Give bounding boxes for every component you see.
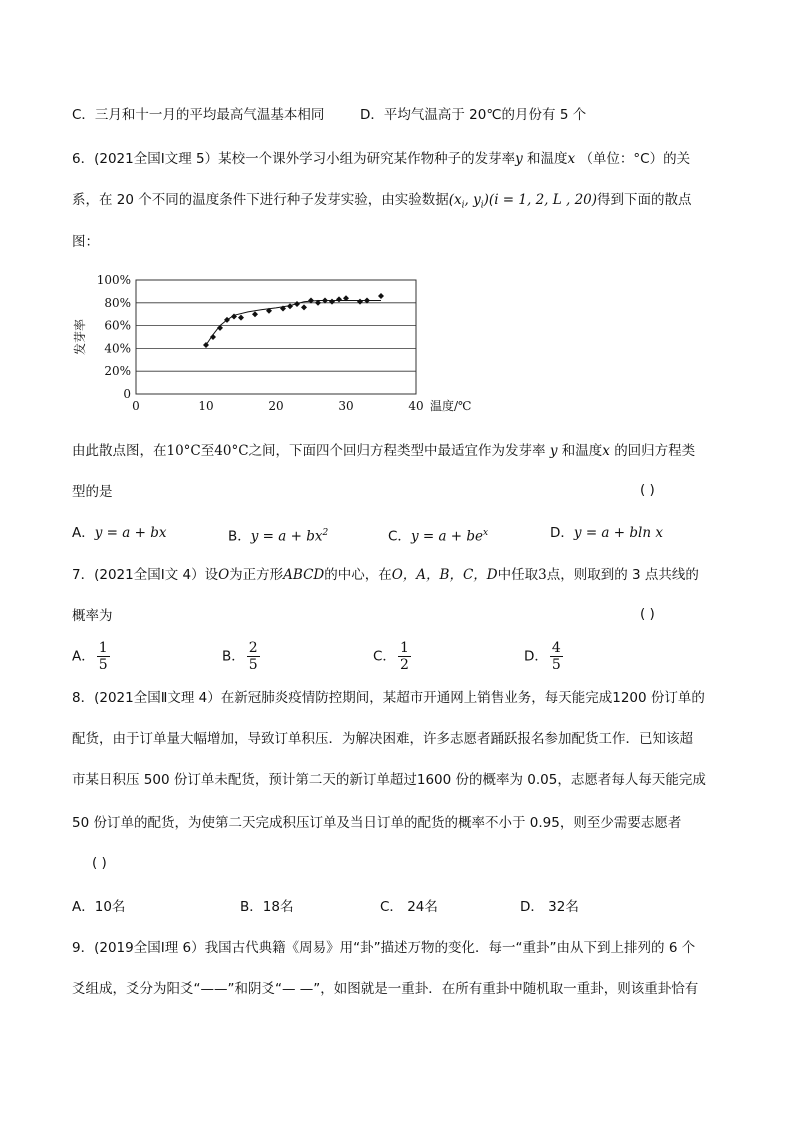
q6-stem-line1 [72, 149, 690, 169]
x-tick-label: 0 [132, 399, 140, 413]
q6-option-d: D．y = a + bln x [550, 525, 663, 541]
x-tick-label: 30 [338, 399, 354, 413]
scatter-point [203, 342, 209, 348]
q6-stem-text: 系，在 20 个不同的温度条件下进行种子发芽实验，由实验数据 [72, 192, 449, 208]
q7-stem-line1: 7．(2021全国Ⅰ文 4）设O为正方形ABCD的中心，在O，A，B，C，D中任取3点，则取到的 3 点共线的 [72, 567, 699, 583]
q6-question-text: 至 [200, 443, 215, 459]
q8-stem-line4: 50 份订单的配货，为使第二天完成积压订单及当日订单的配货的概率不小于 0.95，则至少需要志愿者 [72, 815, 682, 831]
temp-10: 10°C [166, 443, 201, 459]
y-tick-label: 100% [96, 273, 131, 287]
scatter-point [210, 334, 216, 340]
q8-option-b: B．18名 [240, 899, 294, 915]
q6-option-a: A．y = a + bx [72, 525, 167, 541]
q6-question-line2: 型的是 [72, 484, 113, 500]
scatter-point [378, 293, 384, 299]
q6-stem-line2 [72, 190, 692, 216]
x-tick-label: 40 [408, 399, 424, 413]
scatter-point [252, 311, 258, 317]
x-axis-label: 温度/℃ [430, 399, 472, 413]
y-tick-label: 0 [123, 387, 131, 401]
q6-question-text: 的回归方程类 [614, 443, 696, 459]
fit-curve [206, 301, 381, 346]
q7-stem-line2: 概率为 [72, 608, 113, 624]
x-tick-label: 20 [268, 399, 284, 413]
q8-option-c: C． 24名 [380, 899, 438, 915]
scatter-point [357, 299, 363, 305]
q6-question-text: 和温度 [561, 443, 603, 459]
scatter-point [238, 315, 244, 321]
scatter-point [294, 301, 300, 307]
answer-paren: ( ) [92, 855, 107, 871]
q6-stem-line3: 图： [72, 234, 99, 250]
var-y: y [549, 443, 558, 459]
plot-frame [136, 280, 416, 394]
q8-option-d: D． 32名 [520, 899, 579, 915]
temp-40: 40°C [214, 443, 249, 459]
y-tick-label: 80% [104, 295, 131, 310]
q8-option-a: A．10名 [72, 899, 126, 915]
q7-option-c: C． $\frac{1}{2}$ [373, 640, 409, 673]
q6-stem-text: 得到下面的散点 [597, 192, 692, 208]
x-tick-label: 10 [198, 399, 214, 413]
q8-stem-line3: 市某日积压 500 份订单未配货，预计第二天的新订单超过1600 份的概率为 0.05，志愿者每人每天能完成 [72, 772, 706, 788]
q7-option-a: A． $\frac{1}{5}$ [72, 640, 108, 673]
answer-paren: ( ) [640, 606, 655, 622]
scatter-point [336, 296, 342, 302]
scatter-chart [70, 266, 490, 426]
scatter-point [287, 303, 293, 309]
data-pair: ($x_i$, $y_i)(i = 1$, 2, L , 20) [448, 192, 598, 211]
q6-option-c: C．$y = a + be^x$ [388, 528, 489, 545]
scatter-point [329, 299, 335, 305]
q6-option-b: B．$y = a + bx^2$ [228, 528, 329, 545]
q6-stem-text: 和温度 [527, 151, 568, 167]
y-tick-label: 40% [104, 341, 131, 356]
var-x: x [567, 151, 576, 167]
scatter-chart-svg [70, 266, 490, 426]
scatter-point [301, 304, 307, 310]
q7-option-d: D． $\frac{4}{5}$ [524, 640, 561, 673]
q5-option-d: D．平均气温高于 20℃的月份有 5 个 [360, 107, 587, 123]
q6-stem-text: （单位：°C）的关 [579, 151, 691, 167]
q8-stem-line2: 配货，由于订单量大幅增加，导致订单积压．为解决困难，许多志愿者踊跃报名参加配货工作．已知该超 [72, 731, 693, 747]
q6-stem-text: 6．(2021全国Ⅰ文理 5）某校一个课外学习小组为研究某作物种子的发芽率 [72, 151, 516, 167]
q6-question-line1 [72, 441, 695, 461]
q8-stem-line1: 8．(2021全国Ⅱ文理 4）在新冠肺炎疫情防控期间，某超市开通网上销售业务，每天能完成1200 份订单的 [72, 690, 705, 706]
var-y: y [515, 151, 523, 167]
answer-paren: ( ) [640, 482, 655, 498]
q9-stem-line1: 9．(2019全国Ⅰ理 6）我国古代典籍《周易》用“卦”描述万物的变化．每一“重卦”由从下到上排列的 6 个 [72, 940, 696, 956]
q5-option-c: C．三月和十一月的平均最高气温基本相同 [72, 107, 325, 123]
y-axis-label: 发芽率 [73, 318, 87, 356]
y-tick-label: 20% [104, 364, 131, 379]
var-x: x [602, 443, 610, 459]
y-tick-label: 60% [104, 318, 131, 333]
q6-question-text: 之间，下面四个回归方程类型中最适宜作为发芽率 [248, 443, 546, 459]
q9-stem-line2: 爻组成，爻分为阳爻“——”和阴爻“— —”，如图就是一重卦．在所有重卦中随机取一重卦，则该重卦恰有 [72, 981, 699, 997]
q7-option-b: B． $\frac{2}{5}$ [222, 640, 258, 673]
q6-question-text: 由此散点图，在 [72, 443, 167, 459]
